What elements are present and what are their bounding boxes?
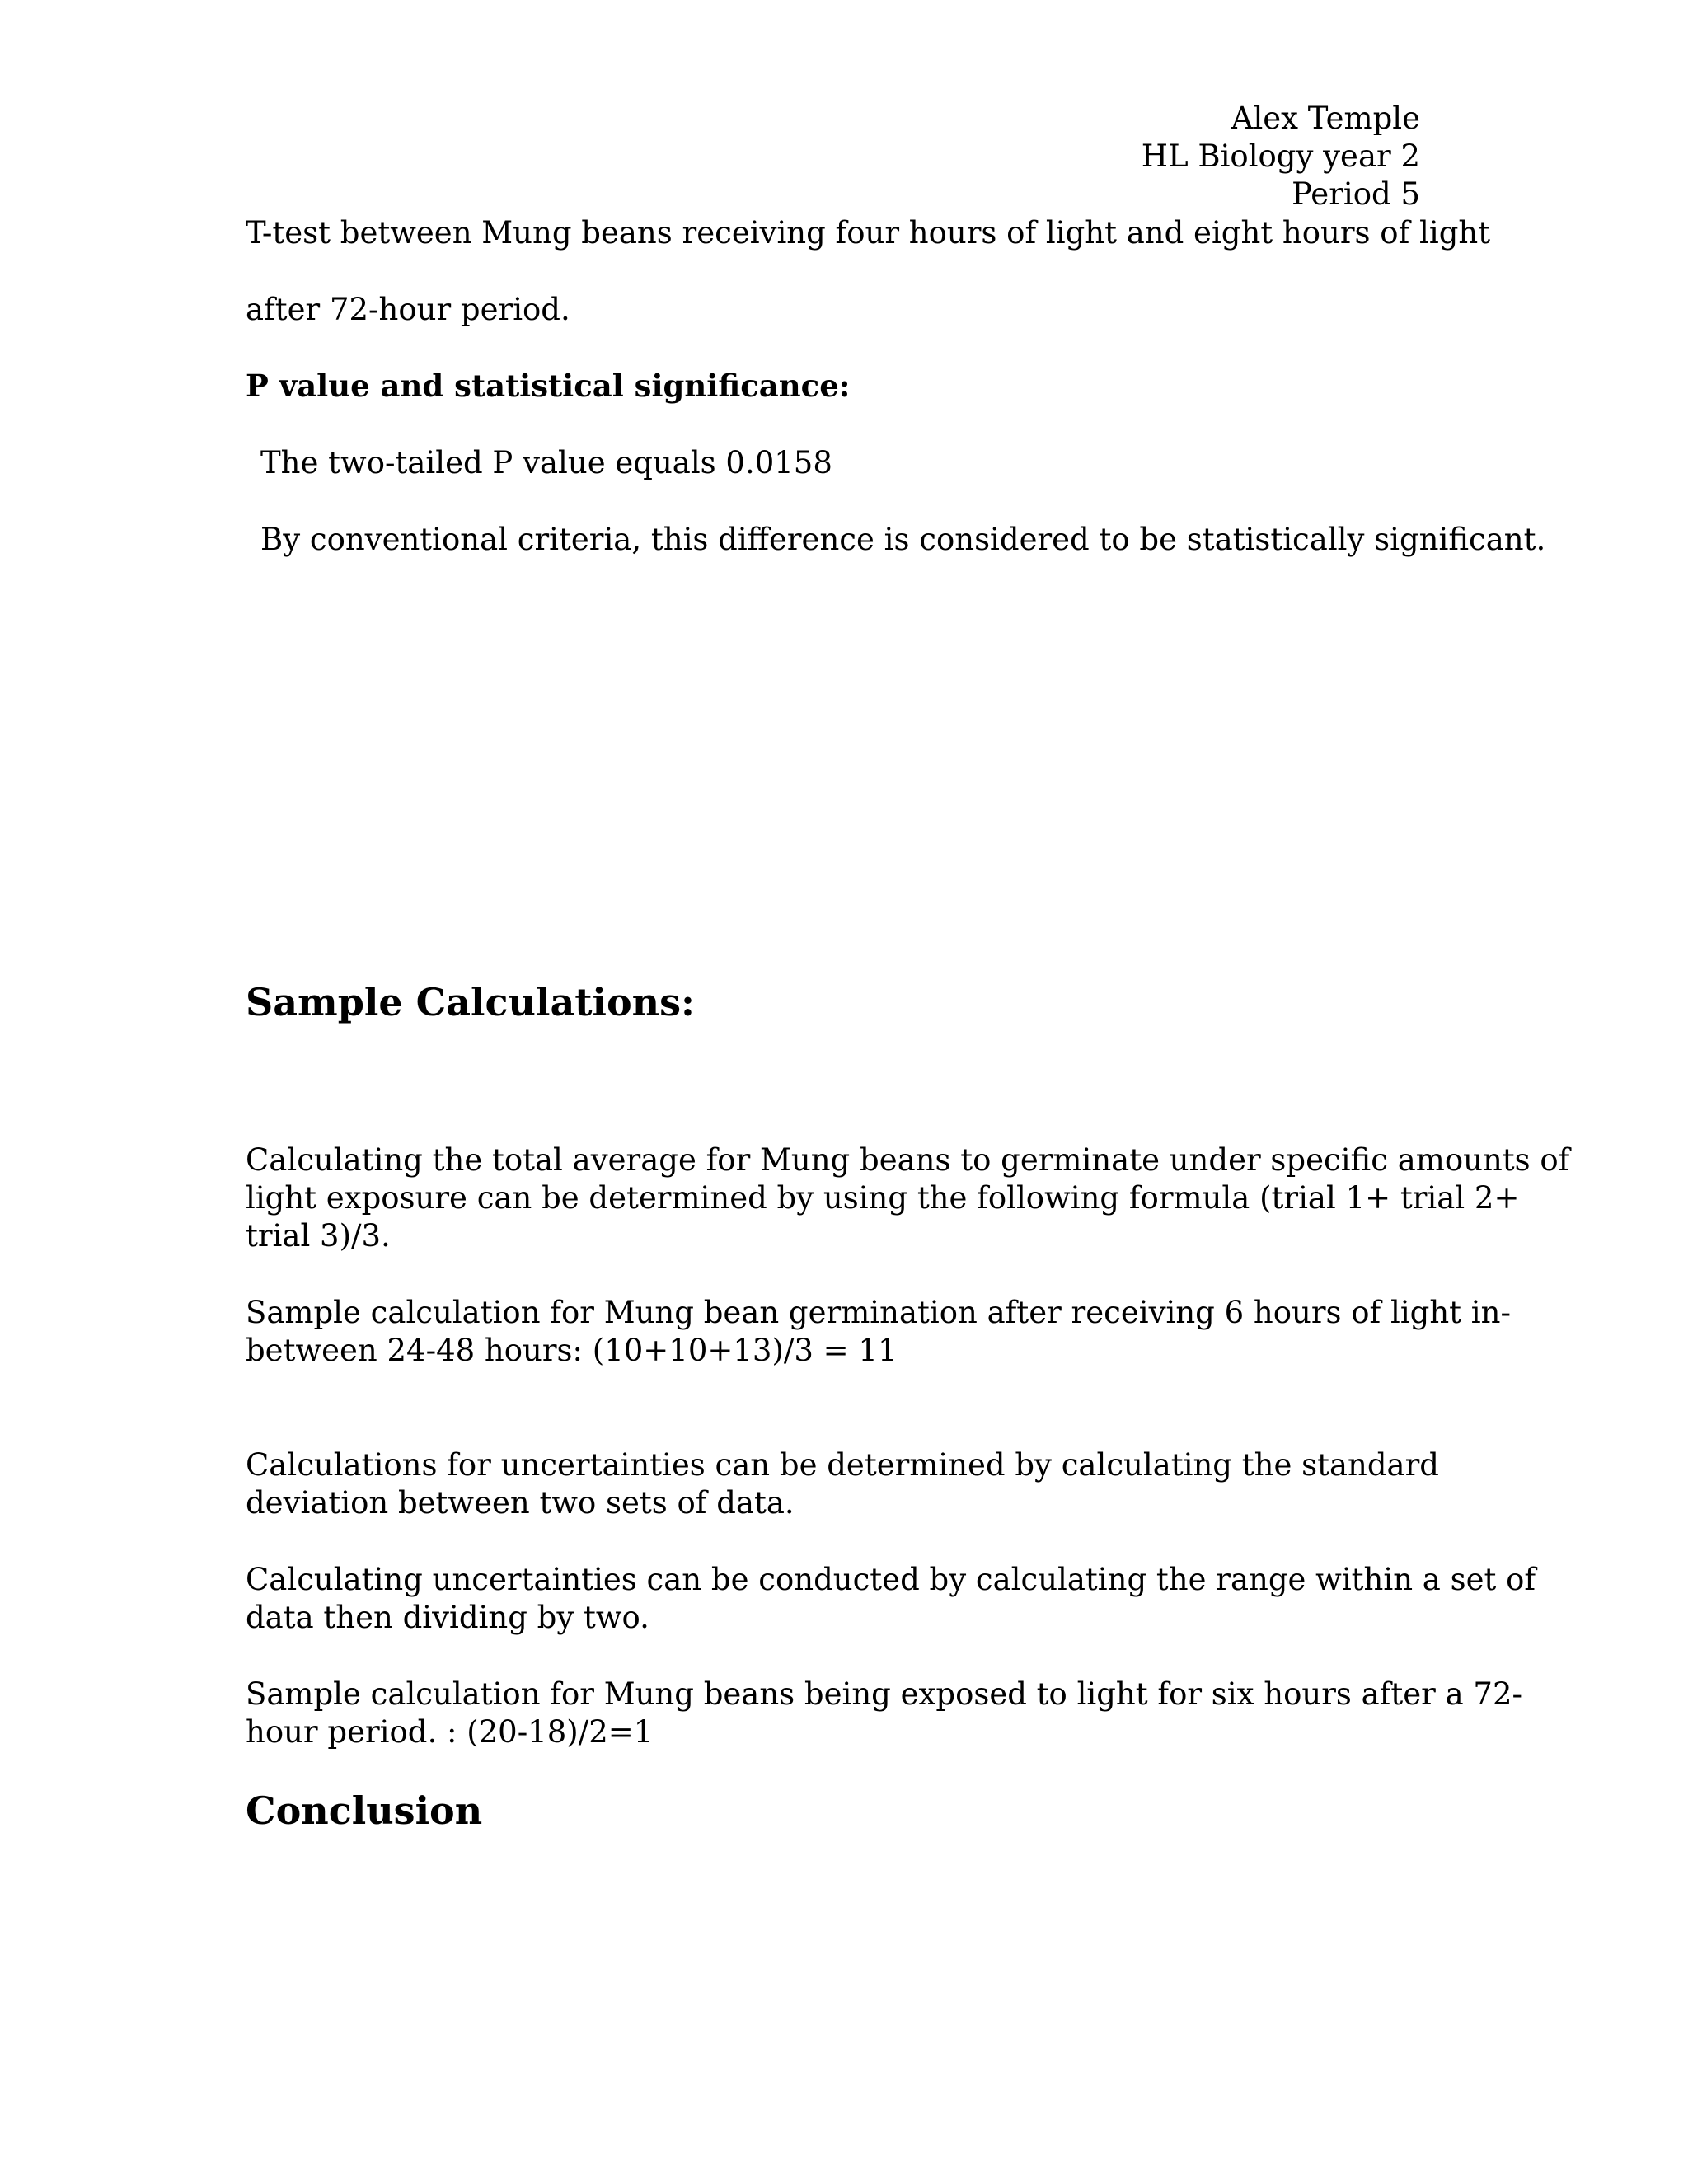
class-period: Period 5: [1292, 176, 1420, 212]
course-name: HL Biology year 2: [1141, 138, 1420, 174]
sample-calculation-2-line-1: Sample calculation for Mung beans being exposed to light for six hours after a 72-: [246, 1676, 1522, 1712]
uncertainty-paragraph-2-line-1: Calculating uncertainties can be conducted by calculating the range within a set of: [246, 1562, 1536, 1597]
average-paragraph-line-2: light exposure can be determined by using the following formula (trial 1+ trial 2+: [246, 1180, 1520, 1216]
uncertainty-paragraph-2-line-2: data then dividing by two.: [246, 1600, 649, 1635]
sample-calculation-1-line-1: Sample calculation for Mung bean germination after receiving 6 hours of light in-: [246, 1295, 1511, 1330]
sample-calculation-1-line-2: between 24-48 hours: (10+10+13)/3 = 11: [246, 1333, 898, 1368]
sample-calculations-heading: Sample Calculations:: [246, 980, 695, 1024]
conclusion-heading: Conclusion: [246, 1788, 483, 1833]
uncertainty-paragraph-1-line-1: Calculations for uncertainties can be determined by calculating the standard: [246, 1447, 1439, 1483]
ttest-title-line-2: after 72-hour period.: [246, 292, 570, 327]
ttest-title-line-1: T-test between Mung beans receiving four hours of light and eight hours of light: [246, 215, 1491, 251]
author-name: Alex Temple: [1231, 101, 1420, 136]
sample-calculation-2-line-2: hour period. : (20-18)/2=1: [246, 1714, 654, 1750]
significance-text: By conventional criteria, this difference is considered to be statistically significant.: [260, 522, 1546, 557]
p-value-heading: P value and statistical significance:: [246, 368, 851, 404]
average-paragraph-line-1: Calculating the total average for Mung beans to germinate under specific amounts of: [246, 1142, 1570, 1178]
uncertainty-paragraph-1-line-2: deviation between two sets of data.: [246, 1485, 795, 1521]
p-value-text: The two-tailed P value equals 0.0158: [260, 445, 832, 480]
average-paragraph-line-3: trial 3)/3.: [246, 1218, 391, 1254]
